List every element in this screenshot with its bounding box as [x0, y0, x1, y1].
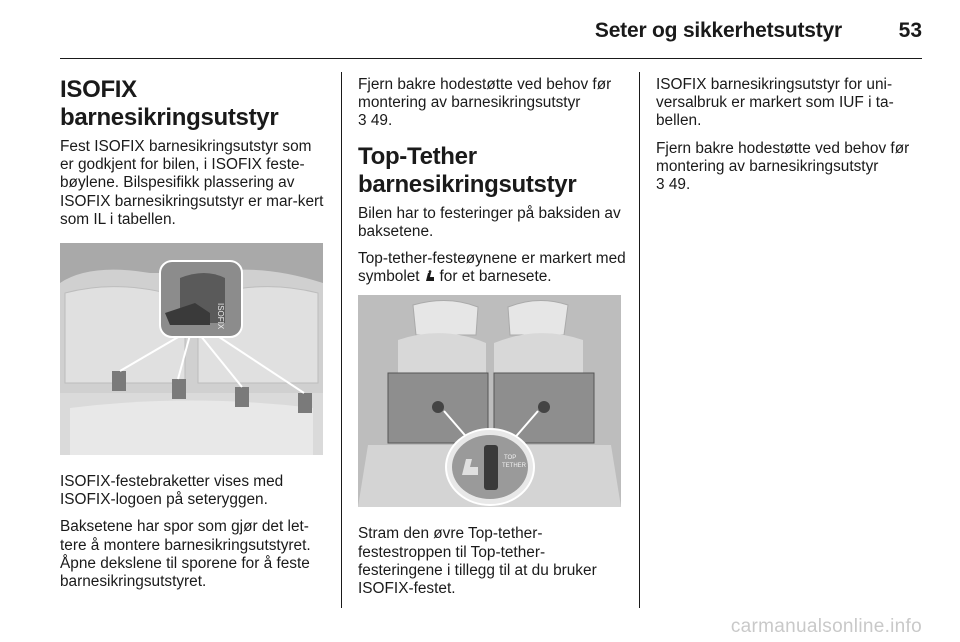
paragraph	[358, 250, 626, 286]
paragraph-text: for et barnesete.	[439, 268, 552, 286]
top-tether-label: TOP	[504, 455, 517, 462]
isofix-logo-label: ISOFIX	[216, 303, 225, 330]
child-seat-tether-icon	[424, 269, 440, 284]
paragraph: ISOFIX barnesikringsutstyr for uni-versalbruk er markert som IUF i ta-bellen.	[656, 76, 894, 130]
paragraph: Baksetene har spor som gjør det let-tere å montere barnesikringsutstyret. Åpne dekslene til sporene for å feste barnesikringsutstyret.	[60, 518, 311, 591]
paragraph-text: Top-tether-festeøynene er markert med symbolet	[358, 250, 626, 286]
top-tether-label: TETHER	[502, 463, 526, 470]
paragraph: ISOFIX-festebraketter vises med ISOFIX-logoen på seteryggen.	[60, 473, 284, 509]
watermark: carmanualsonline.info	[730, 616, 922, 637]
page-header	[0, 0, 960, 60]
chapter-title: Seter og sikkerhetsutstyr	[594, 19, 842, 42]
column-divider	[341, 72, 342, 608]
column-1	[60, 76, 328, 600]
column-2	[358, 76, 626, 607]
paragraph: Stram den øvre Top-tether-festestroppen til Top-tether-festeringene i tillegg til at du bruker ISOFIX-festet.	[358, 525, 597, 598]
section-heading-top-tether: Top-Tether barnesikringsutstyr	[358, 142, 577, 198]
column-divider	[639, 72, 640, 608]
paragraph: Fjern bakre hodestøtte ved behov før montering av barnesikringsutstyr	[656, 139, 910, 175]
top-tether-figure	[358, 295, 621, 507]
section-heading-isofix: ISOFIX barnesikringsutstyr	[60, 76, 279, 131]
page-reference: 3 49.	[358, 112, 393, 130]
page-reference: 3 49.	[656, 176, 691, 194]
header-rule	[60, 58, 922, 59]
paragraph: Bilen har to festeringer på baksiden av baksetene.	[358, 204, 621, 240]
page-number: 53	[898, 19, 922, 42]
column-3	[656, 76, 924, 203]
isofix-figure	[60, 243, 323, 455]
paragraph: Fjern bakre hodestøtte ved behov før montering av barnesikringsutstyr	[358, 76, 612, 112]
paragraph: Fest ISOFIX barnesikringsutstyr som er godkjent for bilen, i ISOFIX feste-bøylene. Bilspesifikk plassering av ISOFIX barnesikringsutstyr er mar-kert som IL i tabellen.	[60, 138, 324, 228]
